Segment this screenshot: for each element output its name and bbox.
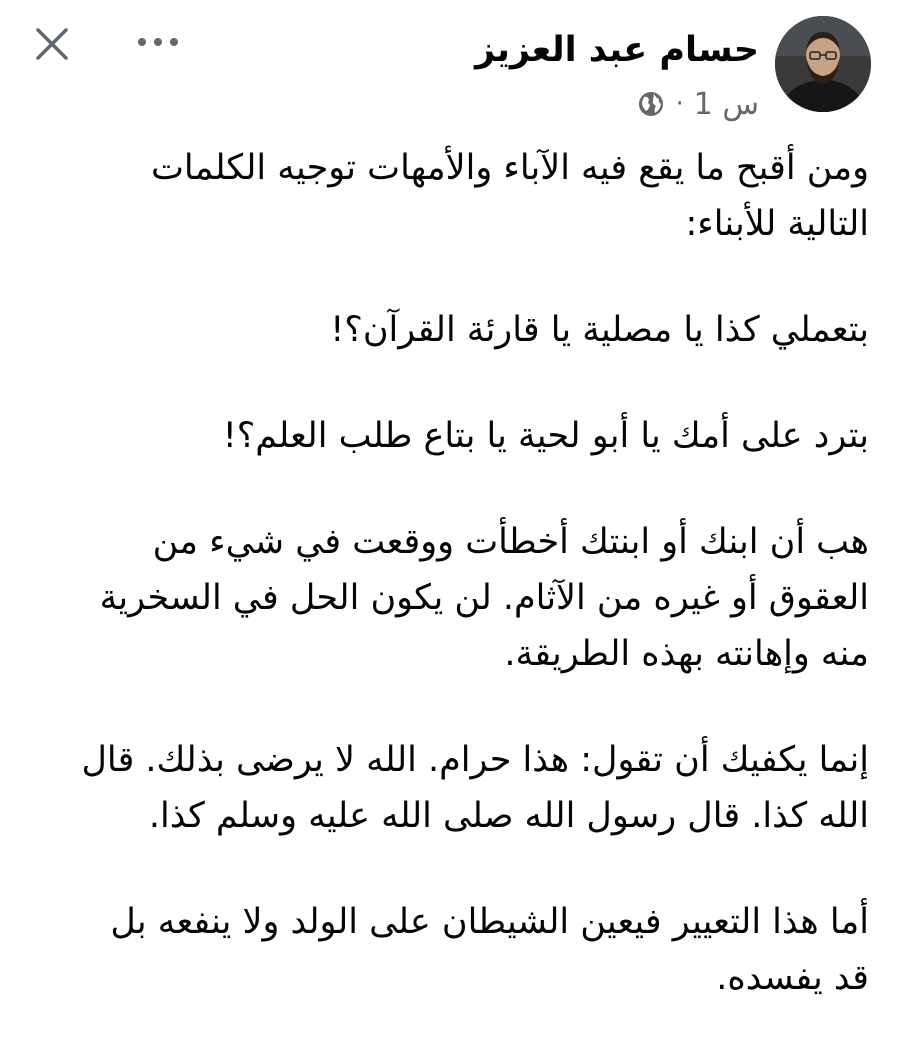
- meta-separator: ·: [675, 89, 684, 119]
- globe-icon: [637, 90, 665, 118]
- more-options-button[interactable]: [130, 24, 186, 60]
- post-meta: [637, 86, 759, 122]
- author-avatar[interactable]: [775, 16, 871, 112]
- post-paragraph: ومن أقبح ما يقع فيه الآباء والأمهات توجيه الكلمات التالية للأبناء:: [150, 148, 869, 244]
- close-icon: [35, 27, 69, 61]
- post-paragraph: إنما يكفيك أن تقول: هذا حرام. الله لا يرضى بذلك. قال الله كذا. قال رسول الله صلى الله عليه وسلم كذا.: [81, 740, 869, 836]
- post-paragraph: هب أن ابنك أو ابنتك أخطأت ووقعت في شيء من العقوق أو غيره من الآثام. لن يكون الحل في السخرية منه وإهانته بهذه الطريقة.: [99, 522, 869, 674]
- post-header: [0, 0, 899, 130]
- post-paragraph: أما هذا التعيير فيعين الشيطان على الولد ولا ينفعه بل قد يفسده.: [110, 902, 869, 998]
- post-paragraph: بترد على أمك يا أبو لحية يا بتاع طلب العلم؟!: [222, 416, 869, 456]
- post-paragraph: بتعملي كذا يا مصلية يا قارئة القرآن؟!: [330, 310, 869, 350]
- post-time[interactable]: 1 س: [693, 86, 759, 122]
- author-name[interactable]: حسام عبد العزيز: [475, 30, 759, 70]
- more-options-icon: [136, 36, 180, 48]
- post-text: [27, 140, 869, 1056]
- close-button[interactable]: [30, 22, 74, 66]
